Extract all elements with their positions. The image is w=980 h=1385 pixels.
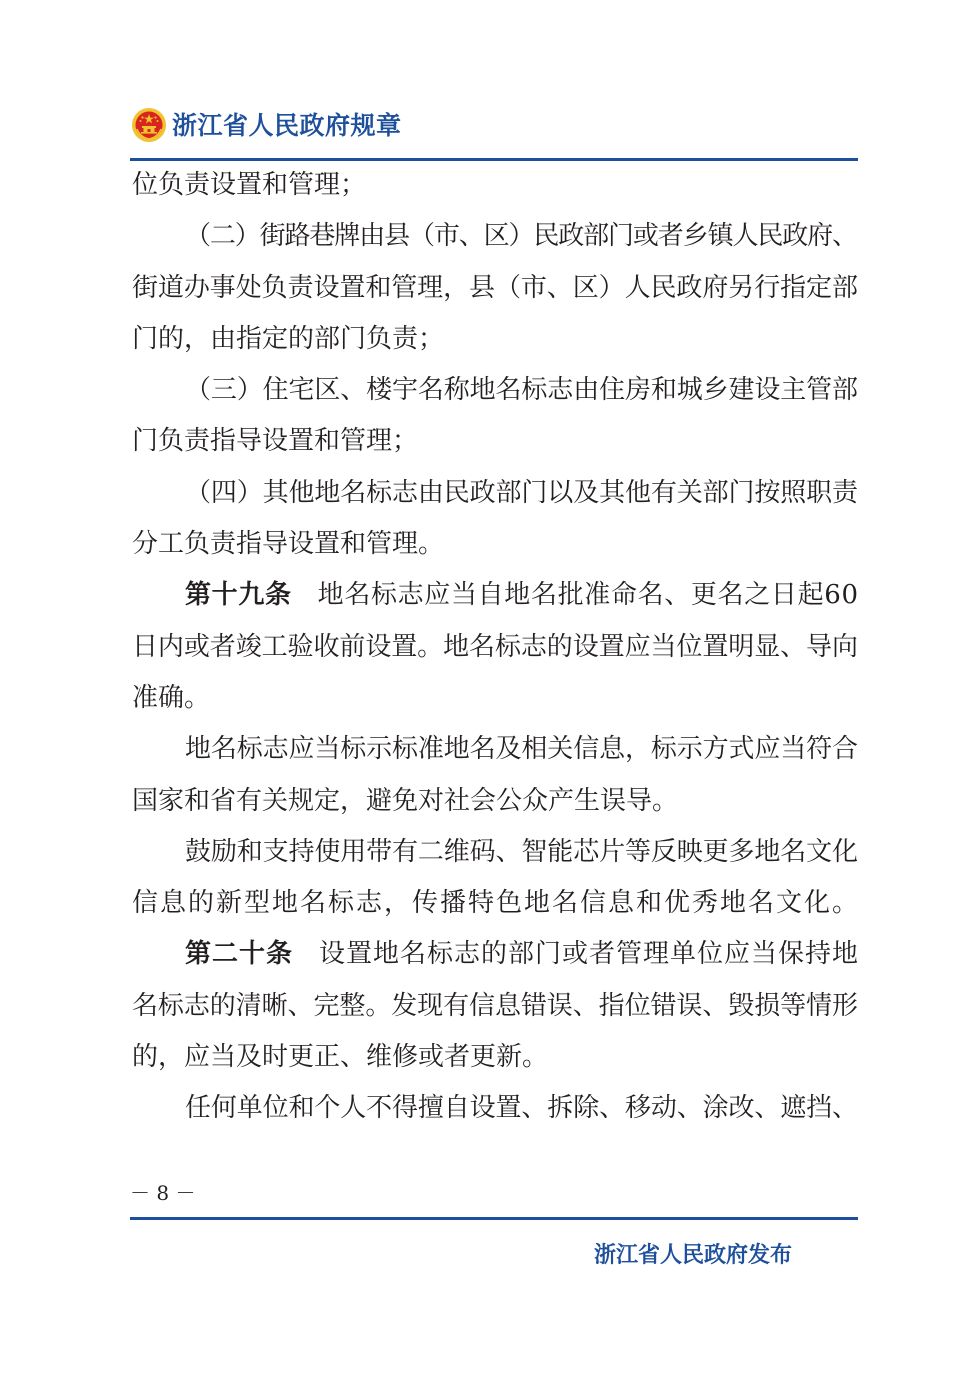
- body-line: 日内或者竣工验收前设置。地名标志的设置应当位置明显、导向: [132, 631, 858, 662]
- footer-publisher: 浙江省人民政府发布: [594, 1243, 793, 1268]
- paragraph: [132, 365, 858, 468]
- body-line: 鼓励和支持使用带有二维码、智能芯片等反映更多地名文化: [185, 836, 858, 867]
- paragraph: [132, 211, 858, 365]
- paragraph: [132, 468, 858, 571]
- paragraph: [132, 724, 858, 827]
- body-line: 地名标志应当标示标准地名及相关信息，标示方式应当符合: [185, 734, 858, 765]
- page-number: － 8 －: [130, 1181, 196, 1205]
- article-twenty: [132, 929, 858, 1083]
- paragraph: [132, 1083, 858, 1134]
- body-line: 街道办事处负责设置和管理，县（市、区）人民政府另行指定部: [132, 272, 858, 303]
- body-line: 信息的新型地名标志，传播特色地名信息和优秀地名文化。: [132, 888, 860, 919]
- body-line: （三）住宅区、楼宇名称地名标志由住房和城乡建设主管部: [185, 375, 858, 406]
- body-line: 门负责指导设置和管理；: [132, 426, 419, 457]
- paragraph: [132, 160, 858, 211]
- paragraph: [132, 827, 858, 930]
- body-line: 任何单位和个人不得擅自设置、拆除、移动、涂改、遮挡、: [185, 1093, 858, 1124]
- body-line: [132, 929, 858, 980]
- body-line: 名标志的清晰、完整。发现有信息错误、指位错误、毁损等情形: [132, 990, 858, 1021]
- body-line: 准确。: [132, 682, 211, 713]
- article-text: 设置地名标志的部门或者管理单位应当保持地: [319, 939, 859, 970]
- body-line: （四）其他地名标志由民政部门以及其他有关部门按照职责: [185, 477, 858, 508]
- article-heading: 第二十条: [185, 939, 293, 970]
- article-text: 地名标志应当自地名批准命名、更名之日起60: [317, 580, 859, 611]
- article-nineteen: [132, 570, 858, 724]
- body-line: （二）街路巷牌由县（市、区）民政部门或者乡镇人民政府、: [185, 221, 857, 252]
- body-line: 位负责设置和管理；: [132, 170, 367, 200]
- body-line: 分工负责指导设置和管理。: [132, 529, 445, 560]
- header-title: 浙江省人民政府规章: [172, 111, 402, 140]
- footer-divider: [130, 1217, 858, 1220]
- body-line: 的，应当及时更正、维修或者更新。: [132, 1042, 549, 1073]
- document-body: [132, 160, 858, 1135]
- body-line: 国家和省有关规定，避免对社会公众产生误导。: [132, 785, 679, 816]
- body-line: 门的，由指定的部门负责；: [132, 323, 445, 354]
- article-heading: 第十九条: [185, 580, 292, 611]
- body-line: [132, 570, 858, 621]
- national-emblem-icon: [131, 107, 167, 143]
